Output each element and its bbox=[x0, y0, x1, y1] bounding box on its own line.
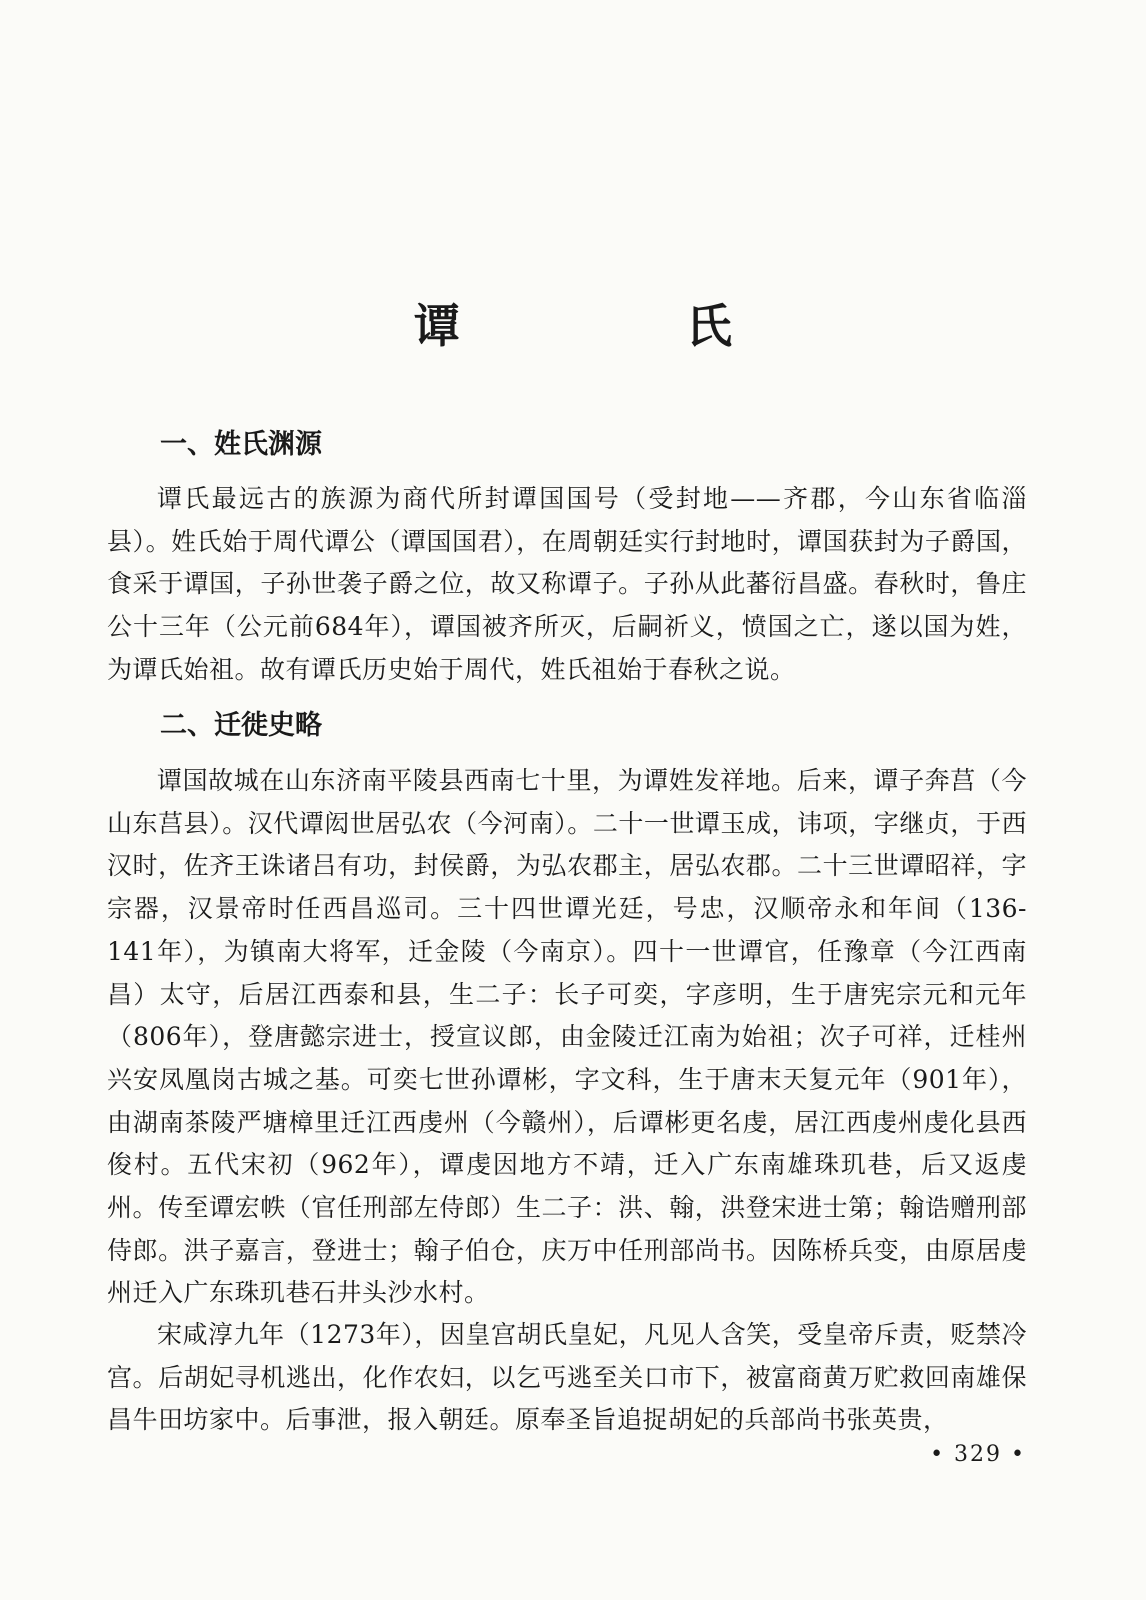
paragraph-origin: 谭氏最远古的族源为商代所封谭国国号（受封地——齐郡，今山东省临淄县）。姓氏始于周代谭公（谭国国君），在周朝廷实行封地时，谭国获封为子爵国，食采于谭国，子孙世袭子爵之位，故又称谭子。子孙从此蕃衍昌盛。春秋时，鲁庄公十三年（公元前684年），谭国被齐所灭，后嗣祈义，愤国之亡，遂以国为姓，为谭氏始祖。故有谭氏历史始于周代，姓氏祖始于春秋之说。 bbox=[107, 484, 1027, 684]
paragraph-migration-1: 谭国故城在山东济南平陵县西南七十里，为谭姓发祥地。后来，谭子奔莒（今山东莒县）。汉代谭闳世居弘农（今河南）。二十一世谭玉成，讳项，字继贞，于西汉时，佐齐王诛诸吕有功，封侯爵，为弘农郡主，居弘农郡。二十三世谭昭祥，字宗器，汉景帝时任西昌巡司。三十四世谭光廷，号忠，汉顺帝永和年间（136-141年），为镇南大将军，迁金陵（今南京）。四十一世谭官，任豫章（今江西南昌）太守，后居江西泰和县，生二子：长子可奕，字彦明，生于唐宪宗元和元年（806年），登唐懿宗进士，授宣议郎，由金陵迁江南为始祖；次子可祥，迁桂州兴安凤凰岗古城之基。可奕七世孙谭彬，字文科，生于唐末天复元年（901年），由湖南茶陵严塘樟里迁江西虔州（今赣州），后谭彬更名虔，居江西虔州虔化县西俊村。五代宋初（962年），谭虔因地方不靖，迁入广东南雄珠玑巷，后又返虔州。传至谭宏帙（官任刑部左侍郎）生二子：洪、翰，洪登宋进士第；翰诰赠刑部侍郎。洪子嘉言，登进士；翰子伯仓，庆万中任刑部尚书。因陈桥兵变，由原居虔州迁入广东珠玑巷石井头沙水村。 bbox=[107, 766, 1027, 1308]
section-heading-migration: 二、迁徙史略 bbox=[160, 710, 322, 741]
section-heading-origin: 一、姓氏渊源 bbox=[160, 429, 322, 460]
paragraph-migration-2: 宋咸淳九年（1273年），因皇宫胡氏皇妃，凡见人含笑，受皇帝斥责，贬禁冷宫。后胡妃寻机逃出，化作农妇，以乞丐逃至关口市下，被富商黄万贮救回南雄保昌牛田坊家中。后事泄，报入朝廷。原奉圣旨追捉胡妃的兵部尚书张英贵， bbox=[107, 1320, 1027, 1435]
page-number: • 329 • bbox=[930, 1442, 1026, 1467]
page-title: 谭 氏 bbox=[414, 298, 822, 353]
